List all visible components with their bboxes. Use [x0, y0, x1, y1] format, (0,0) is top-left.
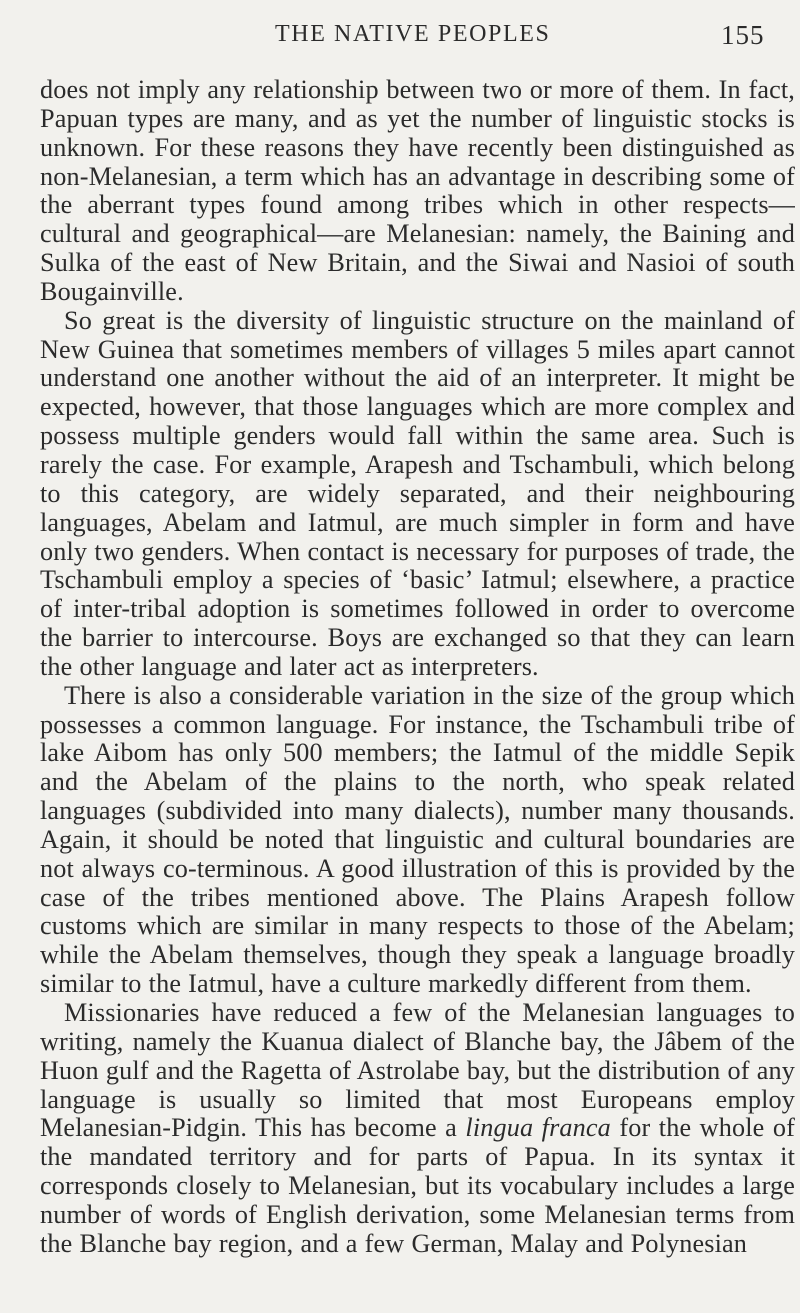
paragraph-4-text-a: Missionaries have reduced a few of the Melanesian languages to writing, namely the Kuanua dialect of Blanche bay, the Jâbem of the Huon gulf and the Ragetta of Astrolabe bay, but the distribution of any language is usually so limited that most Europeans employ Melanesian-Pidgin. This has become a: [40, 998, 795, 1143]
running-head-title: THE NATIVE PEOPLES: [275, 21, 551, 47]
paragraph-4-italic-term: lingua franca: [465, 1113, 611, 1143]
paragraph-2: So great is the diversity of linguistic structure on the mainland of New Guinea that sometimes members of villages 5 miles apart cannot understand one another without the aid of an interpreter. It might be expected, however, that those languages which are more complex and possess multiple genders would fall within the same area. Such is rarely the case. For example, Arapesh and Tschambuli, which belong to this category, are widely separated, and their neighbouring languages, Abelam and Iatmul, are much simpler in form and have only two genders. When contact is necessary for purposes of trade, the Tschambuli employ a species of ‘basic’ Iatmul; elsewhere, a practice of inter-tribal adoption is sometimes followed in order to overcome the barrier to intercourse. Boys are exchanged so that they can learn the other language and later act as interpreters.: [40, 305, 795, 681]
paragraph-1: does not imply any relationship between two or more of them. In fact, Papuan types are many, and as yet the number of linguistic stocks is unknown. For these reasons they have recently been distinguished as non-Melanesian, a term which has an advantage in describing some of the aberrant types found among tribes which in other respects—cultural and geographical—are Melanesian: namely, the Baining and Sulka of the east of New Britain, and the Siwai and Nasioi of south Bougainville.: [40, 75, 795, 306]
paragraph-3: There is also a considerable variation in the size of the group which possesses a common language. For instance, the Tschambuli tribe of lake Aibom has only 500 members; the Iatmul of the middle Sepik and the Abelam of the plains to the north, who speak related languages (subdivided into many dialects), number many thousands. Again, it should be noted that linguistic and cultural boundaries are not always co-terminous. A good illustration of this is provided by the case of the tribes mentioned above. The Plains Arapesh follow customs which are similar in many respects to those of the Abelam; while the Abelam themselves, though they speak a language broadly similar to the Iatmul, have a culture markedly different from them.: [40, 680, 795, 999]
body-text: [40, 76, 795, 1259]
paragraph-4-text-b: for the whole of the mandated territory and for parts of Papua. In its syntax it corresponds closely to Melanesian, but its vocabulary includes a large number of words of English derivation, some Melanesian terms from the Blanche bay region, and a few German, Malay and Polynesian: [40, 1113, 795, 1258]
page-number: 155: [721, 20, 765, 50]
paragraph-4: [40, 999, 795, 1259]
running-head: [0, 18, 800, 58]
